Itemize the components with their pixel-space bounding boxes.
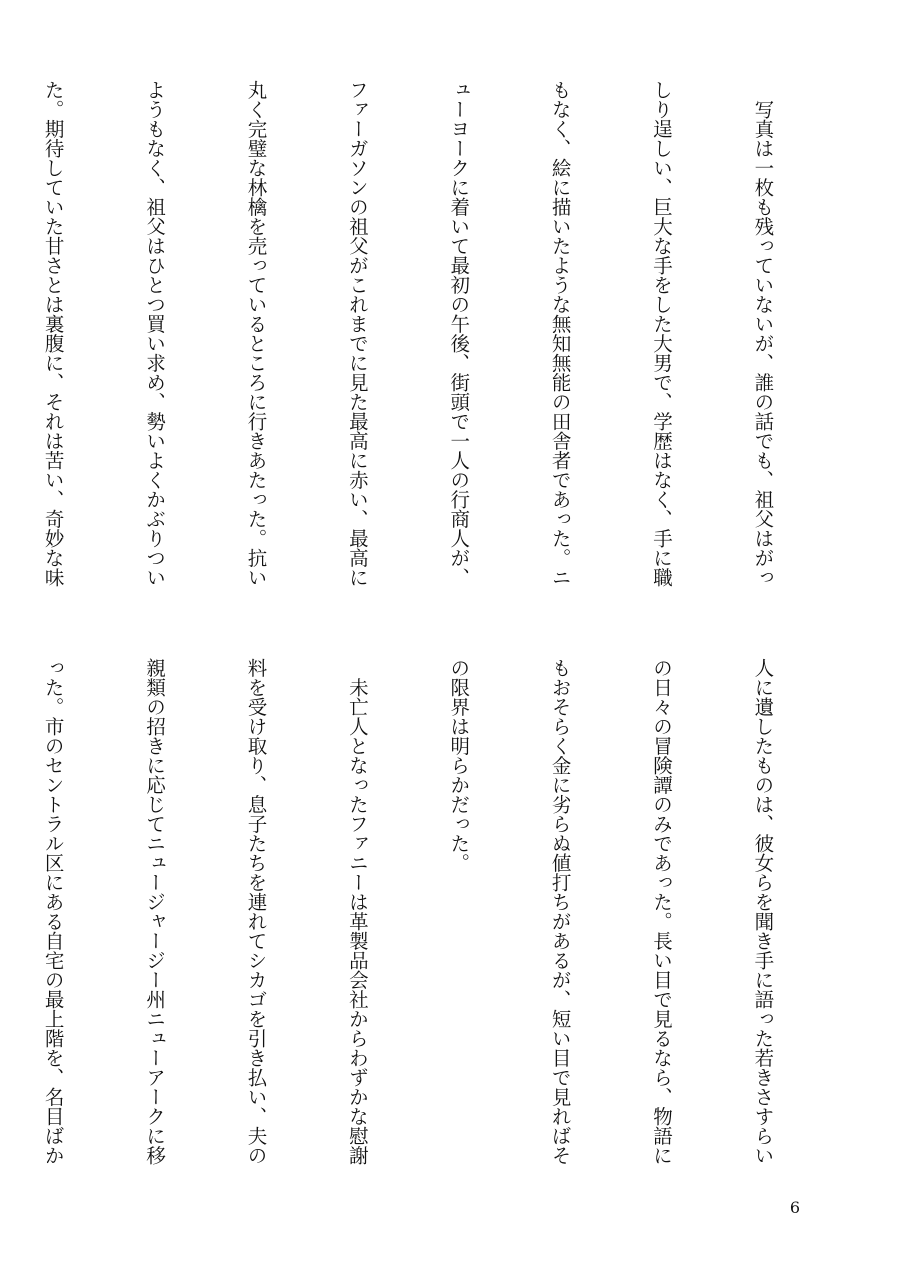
text-block-lower [0,658,847,1198]
text-line: の日々の冒険譚のみであった。長い目で見るなら、物語に [650,658,674,1165]
text-line: しり逞しい、巨大な手をした大男で、学歴はなく、手に職 [650,80,674,587]
text-line: った。市のセントラル区にある自宅の最上階を、名目ばか [41,658,65,1165]
text-line: ようもなく、祖父はひとつ買い求め、勢いよくかぶりつい [143,80,167,587]
text-line: もなく、絵に描いたような無知無能の田舎者であった。ニ [548,80,572,587]
text-line: ューヨークに着いて最初の午後、街頭で一人の行商人が、 [447,80,471,587]
text-line: 親類の招きに応じてニュージャージー州ニューアークに移 [143,658,167,1165]
text-block-upper [0,80,847,620]
text-line: 丸く完璧な林檎を売っているところに行きあたった。抗い [244,80,268,587]
text-line: もおそらく金に劣らぬ値打ちがあるが、短い目で見ればそ [548,658,572,1165]
text-line: た。期待していた甘さとは裏腹に、それは苦い、奇妙な味 [41,80,65,587]
text-line: 未亡人となったファニーは革製品会社からわずかな慰謝 [345,658,369,1165]
text-line: ファーガソンの祖父がこれまでに見た最高に赤い、最高に [345,80,369,587]
text-line: 人に遺したものは、彼女らを聞き手に語った若きさすらい [751,658,775,1165]
page-number: 6 [789,1198,800,1217]
text-line: 写真は一枚も残っていないが、誰の話でも、祖父はがっ [751,80,775,587]
text-line: 料を受け取り、息子たちを連れてシカゴを引き払い、夫の [244,658,268,1165]
text-line: の限界は明らかだった。 [447,658,471,873]
